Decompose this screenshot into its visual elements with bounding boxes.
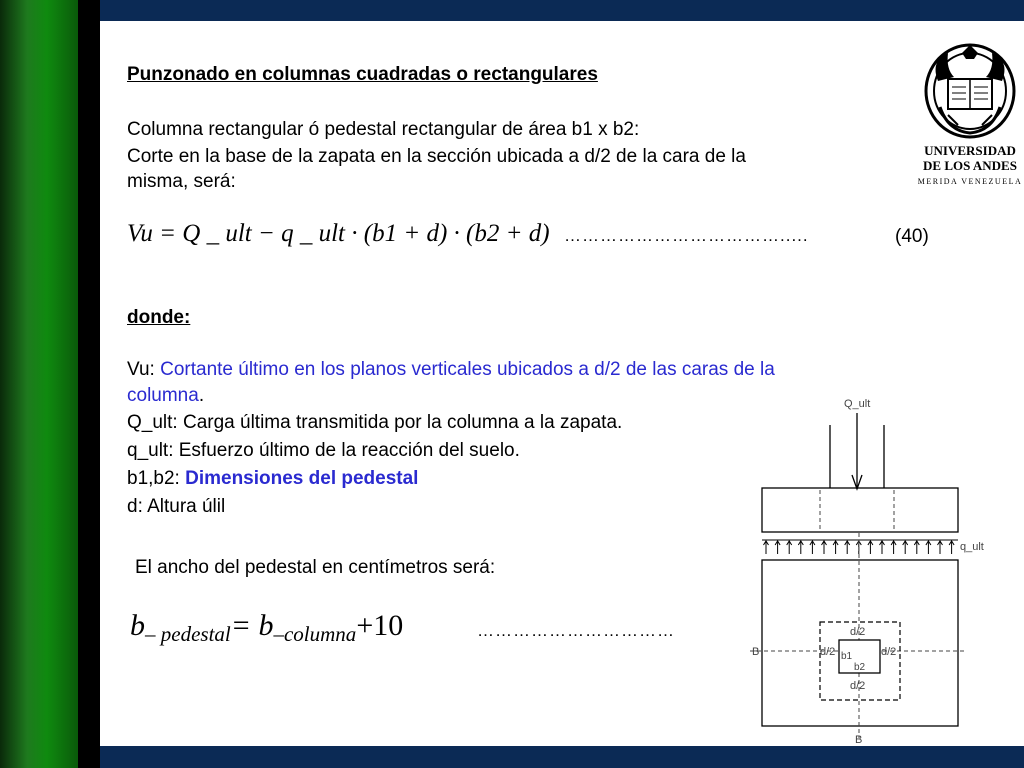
eq-ped-b: b <box>130 609 145 642</box>
footing-diagram <box>750 393 1024 746</box>
slide-content <box>100 21 1024 746</box>
eq-ped-equals-b: = b <box>230 609 274 642</box>
load-arrow-icon <box>852 413 862 489</box>
soil-pressure-arrows-icon <box>762 540 958 554</box>
university-logo <box>918 41 1022 201</box>
label-q-ult-top: Q_ult <box>844 398 871 410</box>
eq-ped-sub-columna: –columna <box>273 622 357 646</box>
intro-line-1: Columna rectangular ó pedestal rectangular de área b1 x b2: <box>127 119 640 140</box>
def-vu-desc-2: columna <box>127 385 199 406</box>
donde-label: donde: <box>127 307 191 328</box>
equation-40-dots: ………………………………..... <box>564 226 809 245</box>
def-vu-line-1 <box>127 358 775 381</box>
def-b-term: b1,b2: <box>127 468 180 489</box>
logo-line-2: DE LOS ANDES <box>923 158 1017 173</box>
eq-ped-plus-10: +10 <box>356 609 404 642</box>
equation-pedestal <box>130 609 404 646</box>
label-d2-bottom: d/2 <box>850 680 866 692</box>
label-d2-left: d/2 <box>820 646 836 658</box>
left-decorative-bar <box>0 0 78 768</box>
label-B-bottom: B <box>855 734 863 746</box>
label-B-left: B <box>752 646 760 658</box>
label-d2-right: d/2 <box>881 646 897 658</box>
def-b <box>127 467 418 490</box>
top-blue-bar <box>100 0 1024 21</box>
def-vu-line-2 <box>127 384 204 407</box>
def-d: d: Altura úlil <box>127 496 226 517</box>
ancho-text: El ancho del pedestal en centímetros será: <box>135 557 496 578</box>
logo-line-1: UNIVERSIDAD <box>924 143 1016 158</box>
def-vu-period: . <box>198 385 205 406</box>
def-qult-small: q_ult: Esfuerzo último de la reacción del suelo. <box>127 440 520 461</box>
logo-line-3: MERIDA VENEZUELA <box>917 177 1023 186</box>
equation-40-number: (40) <box>895 226 929 247</box>
def-vu-term: Vu: <box>127 359 155 380</box>
def-vu-desc-1: Cortante último en los planos verticales ubicados a d/2 de las caras de la <box>154 359 775 380</box>
equation-pedestal-dots: …………………………… <box>477 621 675 640</box>
label-q-ult-side: q_ult <box>960 541 984 553</box>
def-qult: Q_ult: Carga última transmitida por la columna a la zapata. <box>127 412 623 433</box>
slide-heading: Punzonado en columnas cuadradas o rectangulares <box>127 64 598 85</box>
label-b2: b2 <box>854 662 866 673</box>
label-d2-top: d/2 <box>850 626 866 638</box>
equation-40-formula: Vu = Q _ ult − q _ ult · (b1 + d) · (b2 + d) <box>127 220 550 247</box>
logo-emblem-icon <box>918 41 1022 141</box>
intro-line-3: misma, será: <box>127 171 236 192</box>
footing-elevation <box>762 488 958 532</box>
label-b1: b1 <box>841 651 853 662</box>
def-b-desc: Dimensiones del pedestal <box>179 468 419 489</box>
eq-ped-sub-pedestal: – pedestal <box>145 622 231 646</box>
bottom-blue-bar <box>100 746 1024 768</box>
intro-line-2: Corte en la base de la zapata en la sección ubicada a d/2 de la cara de la <box>127 146 746 167</box>
